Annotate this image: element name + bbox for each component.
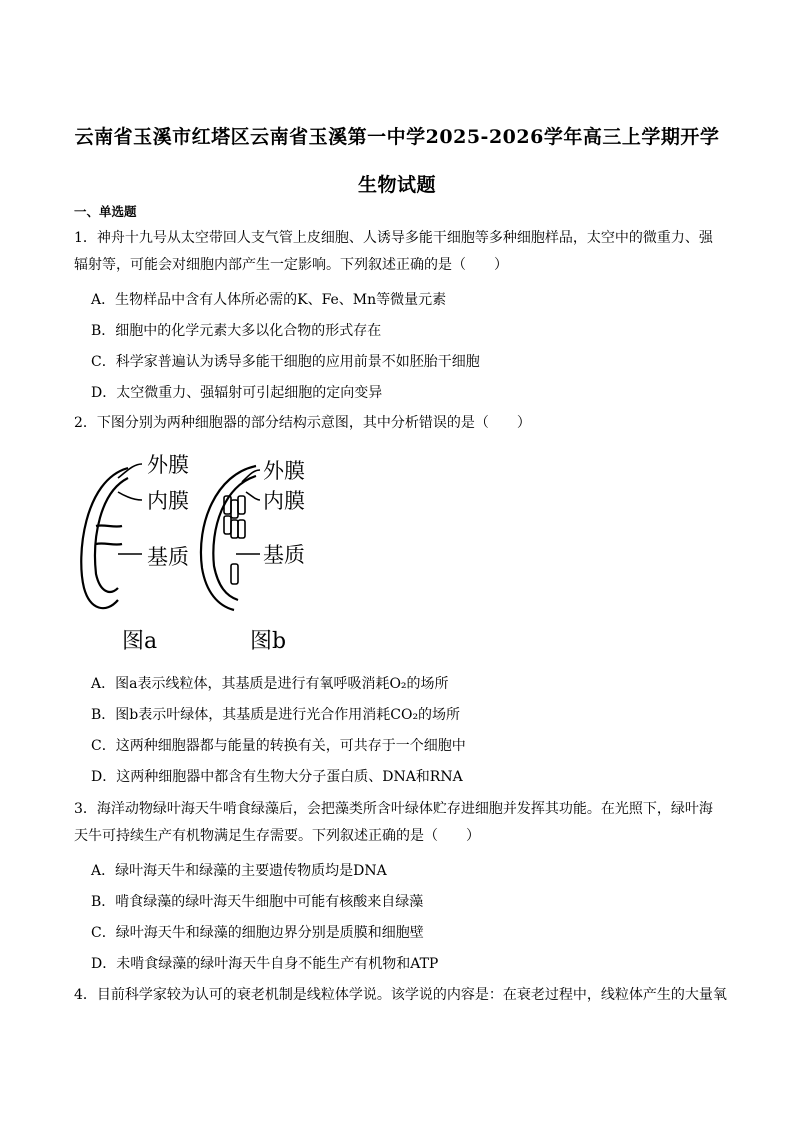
figure-b-label-stroma: 基质 <box>263 543 305 567</box>
chloroplast-drawing <box>201 466 256 610</box>
question-3-stem: 3．海洋动物绿叶海天牛啃食绿藻后，会把藻类所含叶绿体贮存进细胞并发挥其功能。在光照下，绿叶海天牛可持续生产有机物满足生存需要。下列叙述正确的是（ ） <box>74 801 713 844</box>
figure-b-caption: 图b <box>250 629 287 654</box>
document-title-line-2: 生物试题 <box>357 174 436 196</box>
question-4-stem: 4．目前科学家较为认可的衰老机制是线粒体学说。该学说的内容是：在衰老过程中，线粒体产生的大量氧 <box>74 987 727 1003</box>
figure-b-label-inner-membrane: 内膜 <box>263 489 305 513</box>
question-2-option-c: C．这两种细胞器都与能量的转换有关，可共存于一个细胞中 <box>91 738 466 754</box>
question-1-option-a: A．生物样品中含有人体所必需的K、Fe、Mn等微量元素 <box>91 292 447 308</box>
question-1-stem: 1．神舟十九号从太空带回人支气管上皮细胞、人诱导多能干细胞等多种细胞样品，太空中的微重力、强辐射等，可能会对细胞内部产生一定影响。下列叙述正确的是（ ） <box>74 230 713 273</box>
question-2-stem: 2．下图分别为两种细胞器的部分结构示意图，其中分析错误的是（ ） <box>74 415 531 431</box>
question-1-option-c: C．科学家普遍认为诱导多能干细胞的应用前景不如胚胎干细胞 <box>91 354 480 370</box>
question-2-option-a: A．图a表示线粒体，其基质是进行有氧呼吸消耗O₂的场所 <box>91 676 449 692</box>
figure-a-caption: 图a <box>122 629 158 654</box>
question-3-option-a: A．绿叶海天牛和绿藻的主要遗传物质均是DNA <box>91 863 387 879</box>
organelle-structure-figure <box>70 448 330 660</box>
figure-b-label-outer-membrane: 外膜 <box>263 459 305 483</box>
question-2-option-d: D．这两种细胞器中都含有生物大分子蛋白质、DNA和RNA <box>91 769 463 785</box>
organelle-diagram <box>70 448 330 660</box>
section-heading: 一、单选题 <box>74 204 137 219</box>
thylakoid-stacks <box>224 496 245 584</box>
question-2-option-b: B．图b表示叶绿体，其基质是进行光合作用消耗CO₂的场所 <box>91 707 461 723</box>
figure-a-label-inner-membrane: 内膜 <box>147 489 189 513</box>
question-3-option-b: B．啃食绿藻的绿叶海天牛细胞中可能有核酸来自绿藻 <box>91 894 424 910</box>
figure-a-label-outer-membrane: 外膜 <box>147 453 189 477</box>
question-1-option-d: D．太空微重力、强辐射可引起细胞的定向变异 <box>91 385 383 401</box>
question-1-option-b: B．细胞中的化学元素大多以化合物的形式存在 <box>91 323 382 339</box>
question-3-option-c: C．绿叶海天牛和绿藻的细胞边界分别是质膜和细胞壁 <box>91 925 424 941</box>
mitochondrion-drawing <box>81 468 128 608</box>
figure-a-label-matrix: 基质 <box>147 545 189 569</box>
question-3-option-d: D．未啃食绿藻的绿叶海天牛自身不能生产有机物和ATP <box>91 956 439 972</box>
document-title-line-1: 云南省玉溪市红塔区云南省玉溪第一中学2025-2026学年高三上学期开学 <box>74 126 720 148</box>
